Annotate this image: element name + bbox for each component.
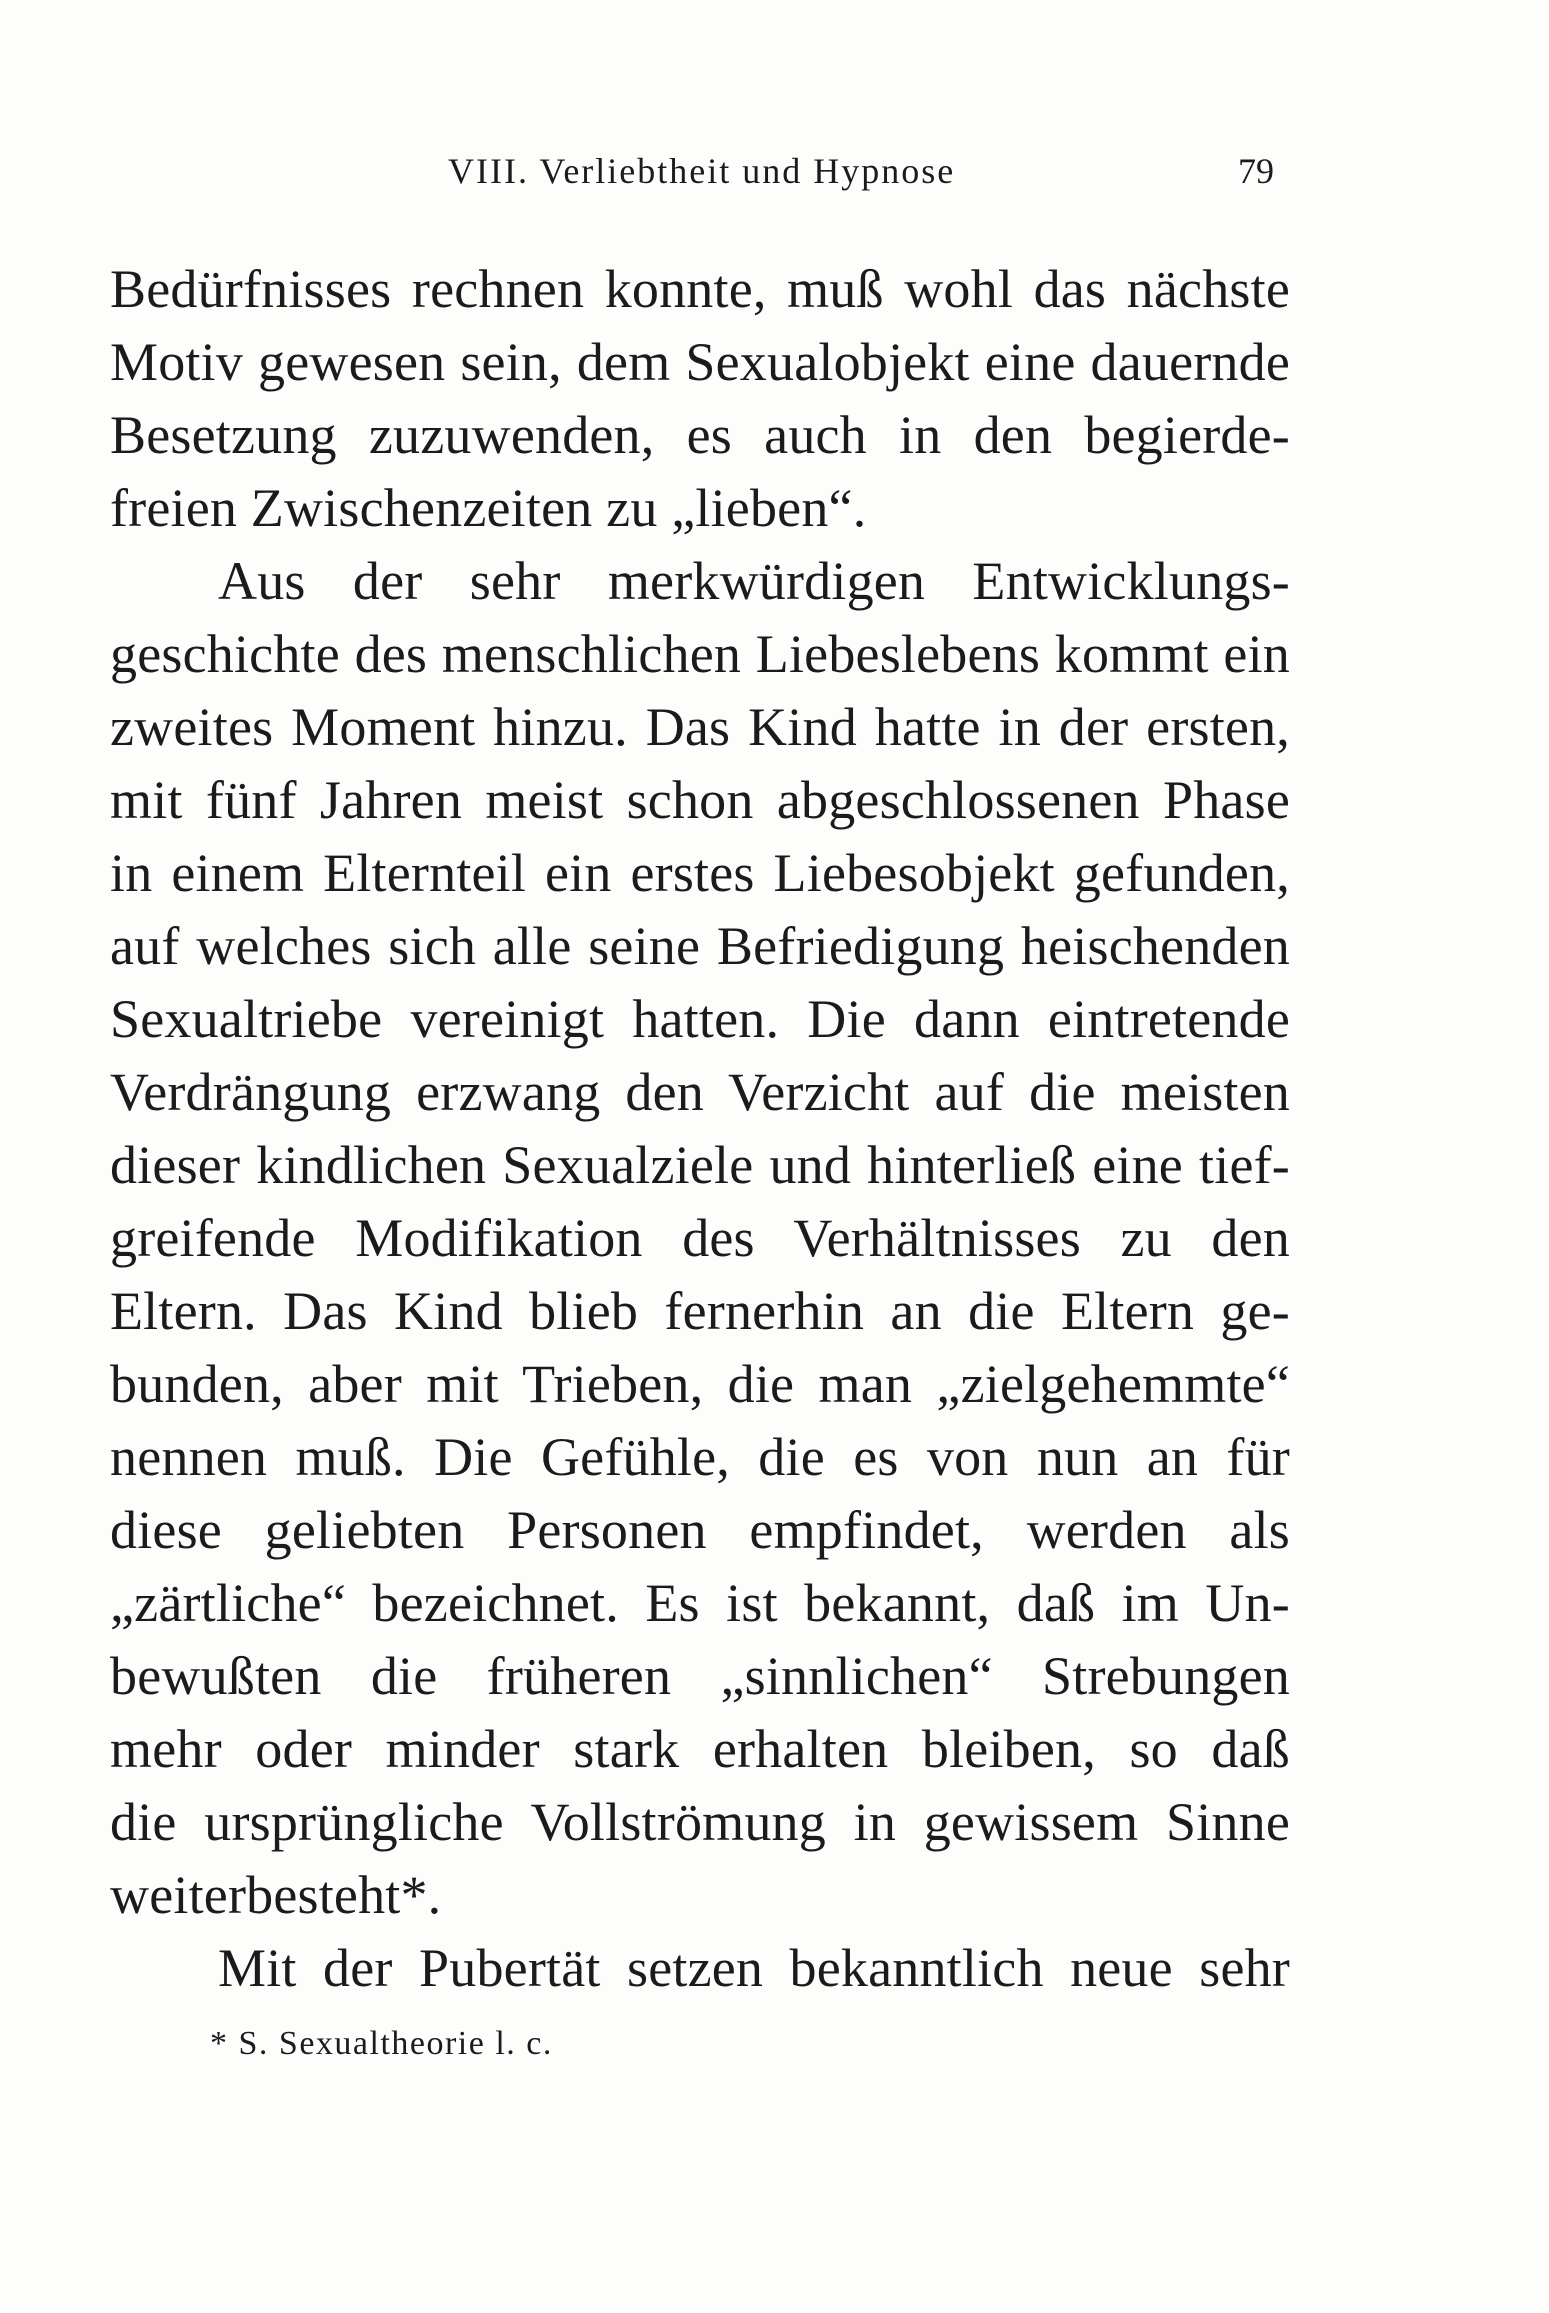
paragraph-start-line: Mit der Pubertät setzen bekanntlich neue sehr (218, 1938, 1290, 1998)
text-line: dieser kindlichen Sexualziele und hinterließ eine tief- (110, 1135, 1290, 1195)
text-line: Eltern. Das Kind blieb fernerhin an die Eltern ge- (110, 1281, 1290, 1341)
paragraph-start-line: Aus der sehr merkwürdigen Entwicklungs- (218, 551, 1290, 611)
text-line: geschichte des menschlichen Liebeslebens kommt ein (110, 624, 1290, 684)
page-number: 79 (1238, 151, 1274, 191)
text-line: „zärtliche“ bezeichnet. Es ist bekannt, daß im Un- (110, 1573, 1290, 1633)
body-text (110, 253, 1290, 2005)
running-head (0, 150, 1549, 200)
text-line: die ursprüngliche Vollströmung in gewissem Sinne (110, 1792, 1290, 1852)
text-line: Besetzung zuzuwenden, es auch in den begierde- (110, 405, 1290, 465)
text-line: mehr oder minder stark erhalten bleiben, so daß (110, 1719, 1290, 1779)
text-line: bunden, aber mit Trieben, die man „zielgehemmte“ (110, 1354, 1290, 1414)
text-line: diese geliebten Personen empfindet, werden als (110, 1500, 1290, 1560)
text-line: Sexualtriebe vereinigt hatten. Die dann eintretende (110, 989, 1290, 1049)
text-line: nennen muß. Die Gefühle, die es von nun an für (110, 1427, 1290, 1487)
footnote: * S. Sexualtheorie l. c. (210, 2025, 553, 2062)
text-line: in einem Elternteil ein erstes Liebesobjekt gefunden, (110, 843, 1290, 903)
text-line: zweites Moment hinzu. Das Kind hatte in der ersten, (110, 697, 1290, 757)
text-line: greifende Modifikation des Verhältnisses zu den (110, 1208, 1290, 1268)
chapter-heading: VIII. Verliebtheit und Hypnose (448, 151, 956, 191)
text-line: mit fünf Jahren meist schon abgeschlossenen Phase (110, 770, 1290, 830)
text-line: bewußten die früheren „sinnlichen“ Strebungen (110, 1646, 1290, 1706)
text-line: freien Zwischenzeiten zu „lieben“. (110, 478, 867, 538)
text-line: auf welches sich alle seine Befriedigung heischenden (110, 916, 1290, 976)
text-line: Motiv gewesen sein, dem Sexualobjekt eine dauernde (110, 332, 1290, 392)
text-line: Verdrängung erzwang den Verzicht auf die meisten (110, 1062, 1290, 1122)
text-line: Bedürfnisses rechnen konnte, muß wohl das nächste (110, 259, 1290, 319)
text-line: weiterbesteht*. (110, 1865, 442, 1925)
